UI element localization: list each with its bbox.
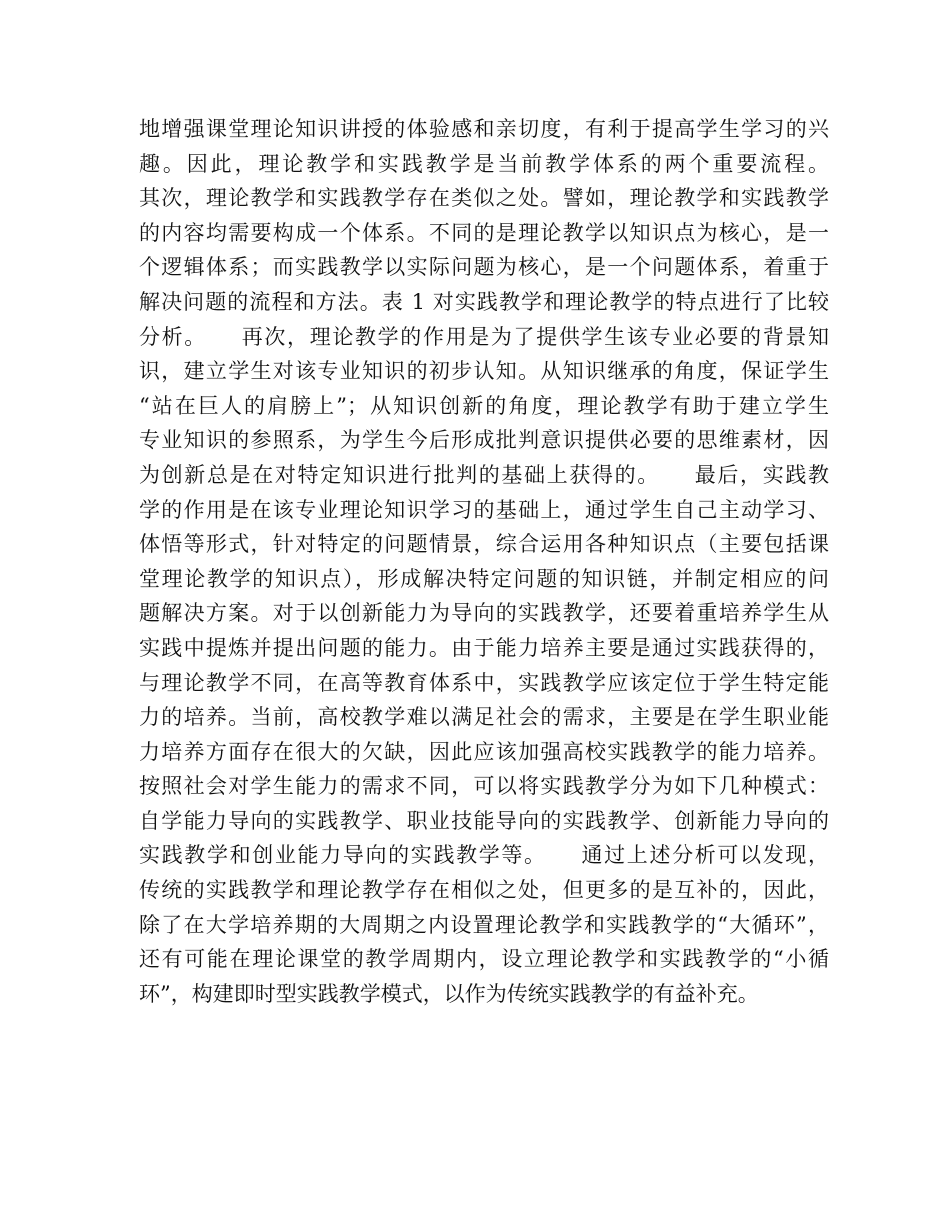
text-line-18: 力的培养。当前，高校教学难以满足社会的需求，主要是在学生职业能 [139,705,829,730]
text-line-20: 按照社会对学生能力的需求不同，可以将实践教学分为如下几种模式： [139,774,829,799]
body-text [139,112,829,1011]
text-line-21: 自学能力导向的实践教学、职业技能导向的实践教学、创新能力导向的 [139,808,829,833]
text-line-14: 堂理论教学的知识点），形成解决特定问题的知识链，并制定相应的问 [139,566,829,591]
text-line-1: 地增强课堂理论知识讲授的体验感和亲切度，有利于提高学生学习的兴 [139,117,829,141]
text-line-11: 为创新总是在对特定知识进行批判的基础上获得的。 最后，实践教 [139,462,829,487]
text-line-4: 的内容均需要构成一个体系。不同的是理论教学以知识点为核心，是一 [139,220,829,245]
text-line-16: 实践中提炼并提出问题的能力。由于能力培养主要是通过实践获得的， [139,635,829,660]
text-line-3: 其次，理论教学和实践教学存在类似之处。譬如，理论教学和实践教学 [139,186,829,211]
text-line-6: 解决问题的流程和方法。表 1 对实践教学和理论教学的特点进行了比较 [139,289,829,314]
text-line-19: 力培养方面存在很大的欠缺，因此应该加强高校实践教学的能力培养。 [139,739,829,764]
text-line-17: 与理论教学不同，在高等教育体系中，实践教学应该定位于学生特定能 [139,670,829,695]
text-line-13: 体悟等形式，针对特定的问题情景，综合运用各种知识点（主要包括课 [139,532,829,557]
text-line-23: 传统的实践教学和理论教学存在相似之处，但更多的是互补的，因此， [139,878,829,903]
text-line-5: 个逻辑体系；而实践教学以实际问题为核心，是一个问题体系，着重于 [139,255,829,280]
text-line-22: 实践教学和创业能力导向的实践教学等。 通过上述分析可以发现， [139,843,829,868]
text-line-8: 识，建立学生对该专业知识的初步认知。从知识继承的角度，保证学生 [139,359,829,384]
text-line-2: 趣。因此，理论教学和实践教学是当前教学体系的两个重要流程。 [139,151,829,176]
text-line-26: 环”，构建即时型实践教学模式，以作为传统实践教学的有益补充。 [139,981,759,1006]
text-line-15: 题解决方案。对于以创新能力为导向的实践教学，还要着重培养学生从 [139,601,829,626]
text-line-24: 除了在大学培养期的大周期之内设置理论教学和实践教学的“大循环”， [139,912,829,937]
text-line-12: 学的作用是在该专业理论知识学习的基础上，通过学生自己主动学习、 [139,497,829,522]
text-line-25: 还有可能在理论课堂的教学周期内，设立理论教学和实践教学的“小循 [139,947,829,972]
text-line-9: “站在巨人的肩膀上”；从知识创新的角度，理论教学有助于建立学生 [139,393,829,418]
text-line-10: 专业知识的参照系，为学生今后形成批判意识提供必要的思维素材，因 [139,428,829,453]
text-line-7: 分析。 再次，理论教学的作用是为了提供学生该专业必要的背景知 [139,324,829,349]
